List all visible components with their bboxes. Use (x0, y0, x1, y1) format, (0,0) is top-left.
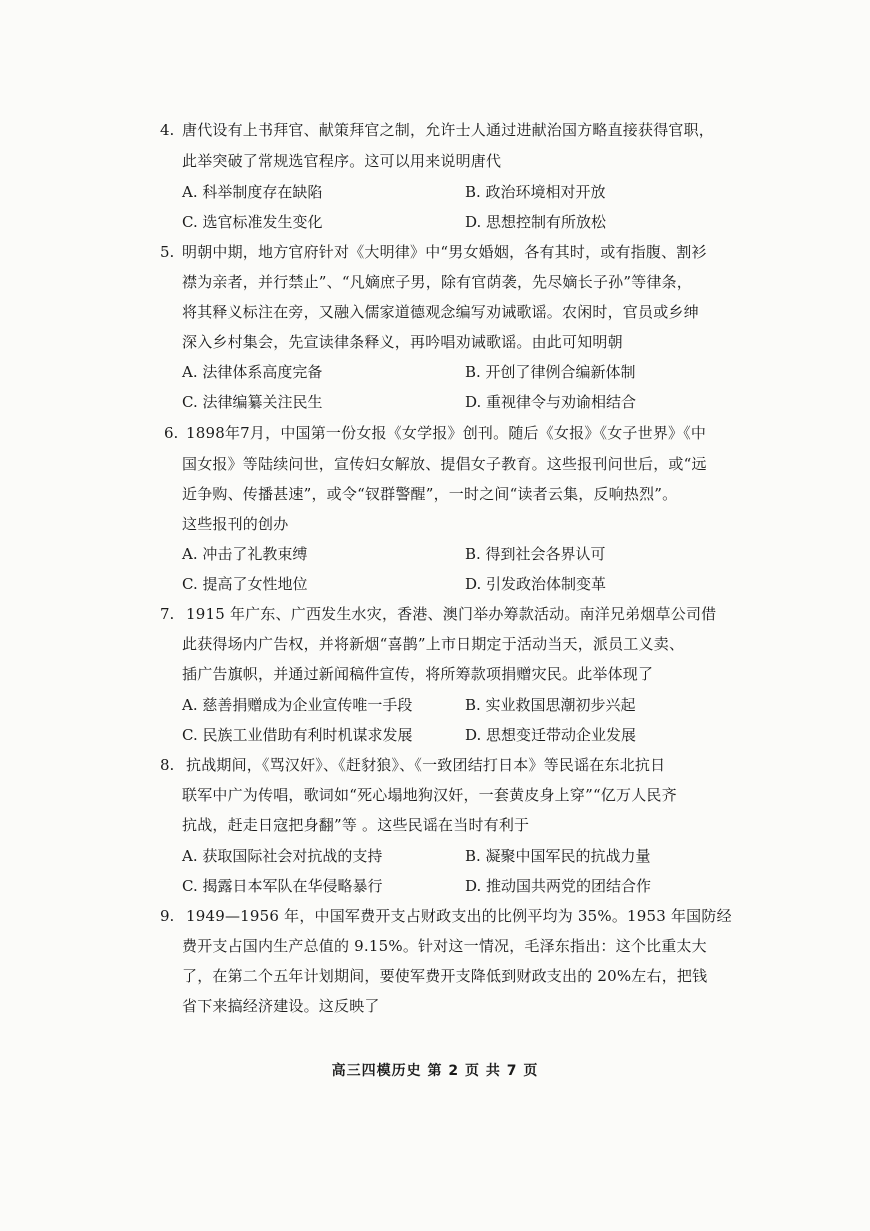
option-c: C. 法律编纂关注民生 (182, 393, 323, 411)
question-text-line: 此举突破了常规选官程序。这可以用来说明唐代 (182, 152, 502, 170)
question-text-line: 此获得场内广告权，并将新烟“喜鹊”上市日期定于活动当天，派员工义卖、 (182, 635, 685, 653)
question-text-line: 1898年7月，中国第一份女报《女学报》创刊。随后《女报》《女子世界》《中 (186, 424, 707, 442)
question-text-line: 这些报刊的创办 (182, 515, 289, 533)
question-number: 4. (160, 121, 175, 139)
question-text-line: 抗战，赶走日寇把身翻”等 。这些民谣在当时有利于 (182, 816, 530, 834)
option-b: B. 凝聚中国军民的抗战力量 (465, 847, 651, 865)
option-a: A. 慈善捐赠成为企业宣传唯一手段 (182, 696, 413, 714)
question-number: 6. (164, 424, 179, 442)
question-number: 5. (160, 243, 175, 261)
option-c: C. 选官标准发生变化 (182, 213, 323, 231)
question-text-line: 襟为亲者，并行禁止”、“凡嫡庶子男，除有官荫袭，先尽嫡长子孙”等律条， (182, 273, 693, 291)
question-number: 7. (160, 605, 175, 623)
question-text-line: 唐代设有上书拜官、献策拜官之制，允许士人通过进献治国方略直接获得官职， (182, 121, 715, 139)
question-text-line: 明朝中期，地方官府针对《大明律》中“男女婚姻，各有其时，或有指腹、割衫 (182, 243, 707, 261)
question-text-line: 国女报》等陆续问世，宣传妇女解放、提倡女子教育。这些报刊问世后，或“远 (182, 455, 707, 473)
question-number: 8. (160, 756, 175, 774)
option-a: A. 法律体系高度完备 (182, 363, 323, 381)
option-d: D. 思想变迁带动企业发展 (465, 726, 637, 744)
option-a: A. 获取国际社会对抗战的支持 (182, 847, 383, 865)
question-text-line: 费开支占国内生产总值的 9.15%。针对这一情况，毛泽东指出：这个比重太大 (182, 937, 707, 955)
question-number: 9. (160, 907, 175, 925)
question-text-line: 了，在第二个五年计划期间，要使军费开支降低到财政支出的 20%左右，把钱 (182, 967, 708, 985)
page-footer: 高三四模历史 第 2 页 共 7 页 (331, 1063, 539, 1079)
option-b: B. 得到社会各界认可 (465, 545, 606, 563)
option-c: C. 民族工业借助有利时机谋求发展 (182, 726, 413, 744)
question-text-line: 抗战期间，《骂汉奸》、《赶豺狼》、《一致团结打日本》等民谣在东北抗日 (186, 756, 666, 774)
option-c: C. 提高了女性地位 (182, 575, 308, 593)
option-d: D. 重视律令与劝谕相结合 (465, 393, 637, 411)
question-text-line: 省下来搞经济建设。这反映了 (182, 997, 380, 1015)
option-d: D. 引发政治体制变革 (465, 575, 607, 593)
question-text-line: 将其释义标注在旁，又融入儒家道德观念编写劝诫歌谣。农闲时，官员或乡绅 (182, 303, 699, 321)
option-c: C. 揭露日本军队在华侵略暴行 (182, 877, 383, 895)
option-b: B. 开创了律例合编新体制 (465, 363, 636, 381)
option-d: D. 思想控制有所放松 (465, 213, 607, 231)
question-text-line: 联军中广为传唱，歌词如“死心塌地狗汉奸，一套黄皮身上穿”“亿万人民齐 (182, 786, 677, 804)
question-text-line: 1915 年广东、广西发生水灾，香港、澳门举办筹款活动。南洋兄弟烟草公司借 (186, 605, 717, 623)
option-a: A. 冲击了礼教束缚 (182, 545, 308, 563)
option-b: B. 实业救国思潮初步兴起 (465, 696, 636, 714)
question-text-line: 插广告旗帜，并通过新闻稿件宣传，将所筹款项捐赠灾民。此举体现了 (182, 665, 654, 683)
option-b: B. 政治环境相对开放 (465, 183, 606, 201)
option-a: A. 科举制度存在缺陷 (182, 183, 323, 201)
question-text-line: 深入乡村集会，先宣读律条释义，再吟唱劝诫歌谣。由此可知明朝 (182, 333, 623, 351)
question-text-line: 近争购、传播甚速”，或令“钗群警醒”，一时之间“读者云集，反响热烈”。 (182, 485, 678, 503)
option-d: D. 推动国共两党的团结合作 (465, 877, 652, 895)
question-text-line: 1949—1956 年，中国军费开支占财政支出的比例平均为 35%。1953 年国防经 (186, 907, 732, 925)
